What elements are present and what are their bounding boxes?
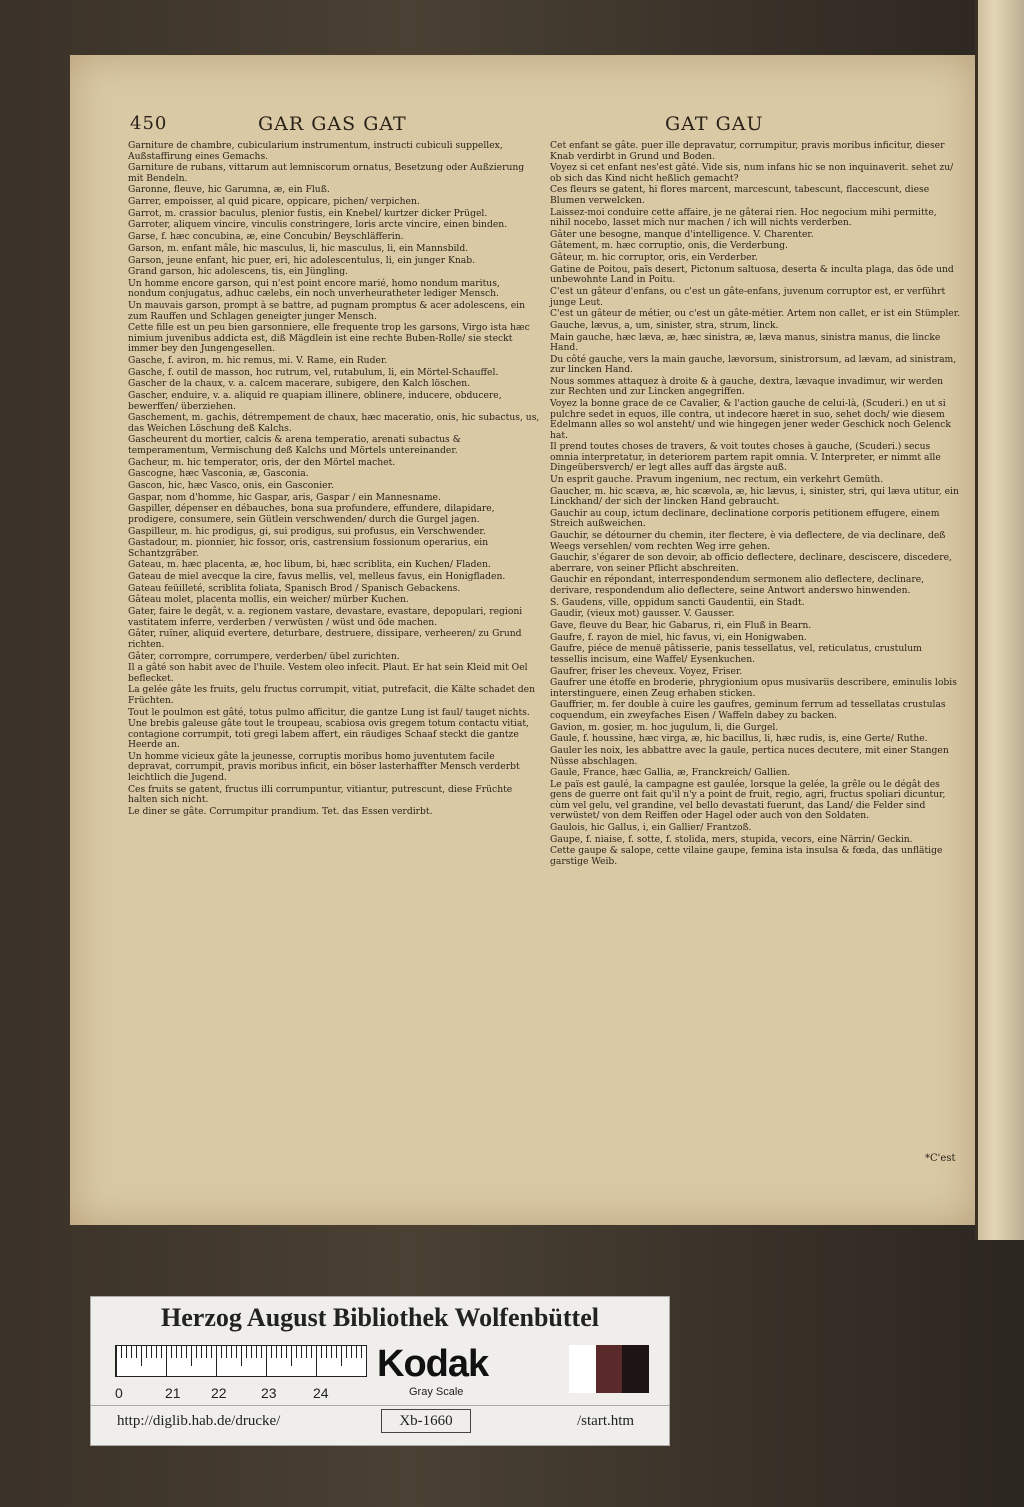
- scale-tick: [326, 1346, 327, 1358]
- scale-number: 22: [211, 1385, 227, 1401]
- scale-tick: [276, 1346, 277, 1358]
- scale-tick: [271, 1346, 272, 1358]
- dictionary-entry: Gavion, m. gosier, m. hoc jugulum, li, die Gurgel.: [550, 721, 779, 733]
- dictionary-entry: Cette fille est un peu bien garsonniere, elle frequente trop les garsons, Virgo ista hæc nimium juvenibus addicta est, diß Mägdlein ist eine rechte Buben-Rolle/ sie steckt immer bey den Jungengesellen.: [128, 322, 530, 355]
- left-column: [128, 141, 540, 819]
- scale-tick: [191, 1346, 192, 1366]
- dictionary-entry: Gateau de miel avecque la cire, favus mellis, vel, melleus favus, ein Honigfladen.: [128, 571, 506, 583]
- scale-tick: [341, 1346, 342, 1366]
- scale-tick: [181, 1346, 182, 1358]
- dictionary-entry: Cette gaupe & salope, cette vilaine gaupe, femina ista insulsa & fœda, das unflätige garstige Weib.: [550, 845, 943, 867]
- scale-tick: [176, 1346, 177, 1358]
- dictionary-entry: Nous sommes attaquez à droite & à gauche, dextra, lævaque invadimur, wir werden zur Rechten und zur Lincken angegriffen.: [550, 375, 944, 398]
- dictionary-entry: Ces fruits se gatent, fructus illi corrumpuntur, vitiantur, putrescunt, diese Früchte halten sich nicht.: [128, 783, 513, 806]
- scale-tick: [311, 1346, 312, 1358]
- page-number: 450: [130, 113, 168, 134]
- scale-tick: [156, 1346, 157, 1358]
- scale-tick: [201, 1346, 202, 1358]
- scale-tick: [171, 1346, 172, 1358]
- dictionary-entry: Gâter, ruïner, aliquid evertere, deturbare, destruere, dissipare, verheeren/ zu Grund richten.: [128, 628, 522, 650]
- left-running-head: GAR GAS GAT: [258, 113, 407, 135]
- scale-tick: [346, 1346, 347, 1358]
- dictionary-entry: Grand garson, hic adolescens, tis, ein Jüngling.: [128, 266, 349, 278]
- scale-tick: [301, 1346, 302, 1358]
- dictionary-entry: Ces fleurs se gatent, hi flores marcent, marcescunt, tabescunt, flaccescunt, diese Blumen verwelcken.: [550, 184, 930, 206]
- scale-tick: [166, 1346, 167, 1376]
- dictionary-entry: Gastadour, m. pionnier, hic fossor, oris, castrensium fossionum operarius, ein Schantzgräber.: [128, 537, 489, 559]
- dictionary-entry: Gaufrer une étoffe en broderie, phrygionium opus musivariis describere, eminulis lobis interstinguere, einen Zeug erhaben sticken.: [550, 677, 957, 699]
- scale-tick: [196, 1346, 197, 1358]
- dictionary-entry: Gaufre, piéce de menuë pâtisserie, panis tessellatus, vel, reticulatus, crustulum tessellis incisum, eine Waffel/ Eysenkuchen.: [550, 643, 922, 665]
- scale-tick: [361, 1346, 362, 1358]
- dictionary-entry: Du côté gauche, vers la main gauche, lævorsum, sinistrorsum, ad lævam, ad sinistram, zur lincken Hand.: [550, 353, 957, 376]
- dictionary-entry: La gelée gâte les fruits, gelu fructus corrumpit, vitiat, putrefacit, die Kälte schadet den Früchten.: [128, 684, 536, 706]
- dictionary-entry: Garse, f. hæc concubina, æ, eine Concubin/ Beyschläfferin.: [128, 231, 404, 243]
- dictionary-entry: Laissez-moi conduire cette affaire, je ne gâterai rien. Hoc negocium mihi permitte, nihil nocebo, lasset mich nur machen / ich will nichts verderben.: [550, 206, 937, 229]
- dictionary-entry: Garrer, empoisser, al quid picare, oppicare, pichen/ verpichen.: [128, 196, 420, 208]
- dictionary-entry: Gaupe, f. niaise, f. sotte, f. stolida, mers, stupida, vecors, eine Närrin/ Geckin.: [550, 833, 913, 845]
- scale-tick: [286, 1346, 287, 1358]
- dictionary-entry: Gauler les noix, les abbattre avec la gaule, pertica nuces decutere, mit einer Stangen Nüsse abschlagen.: [550, 745, 949, 767]
- scale-tick: [121, 1346, 122, 1358]
- right-running-head: GAT GAU: [665, 113, 764, 135]
- dictionary-entry: Gauchir, s'égarer de son devoir, ab officio deflectere, declinare, desciscere, discedere, aberrare, von seiner Pflicht abschreiten.: [550, 552, 952, 574]
- scale-tick: [356, 1346, 357, 1358]
- scale-tick: [291, 1346, 292, 1366]
- dictionary-entry: Main gauche, hæc læva, æ, hæc sinistra, æ, læva manus, sinistra manus, die lincke Hand.: [550, 331, 941, 354]
- gray-scale-label: Gray Scale: [409, 1386, 464, 1398]
- measurement-scale: [115, 1345, 367, 1377]
- scale-tick: [251, 1346, 252, 1358]
- dictionary-entry: Gauchir en répondant, interrespondendum sermonem alio deflectere, declinare, derivare, respondendum alio deflectere, seine Antwort anderswo hinwenden.: [550, 574, 925, 596]
- dictionary-entry: Une brebis galeuse gâte tout le troupeau, scabiosa ovis gregem totum contactu vitiat, contagione corrumpit, toti gregi labem affert, ein räudiges Schaaf steckt die gantze Heerde an.: [128, 718, 529, 751]
- scale-tick: [126, 1346, 127, 1358]
- dictionary-entry: Gauche, lævus, a, um, sinister, stra, strum, linck.: [550, 319, 779, 331]
- dictionary-entry: Gauchir, se détourner du chemin, iter flectere, è via deflectere, de via declinare, deß Weegs versehlen/ vom rechten Weg irre gehen.: [550, 530, 946, 552]
- dictionary-entry: Gâter une besogne, manque d'intelligence. V. Charenter.: [550, 228, 814, 240]
- facing-page-edge: [975, 0, 1024, 1240]
- scale-tick: [161, 1346, 162, 1358]
- dictionary-entry: Gascher de la chaux, v. a. calcem macerare, subigere, den Kalch löschen.: [128, 378, 471, 390]
- start-url: /start.htm: [577, 1413, 635, 1429]
- dictionary-entry: Gasche, f. aviron, m. hic remus, mi. V. Rame, ein Ruder.: [128, 354, 388, 366]
- dictionary-entry: C'est un gâteur d'enfans, ou c'est un gâte-enfans, juvenum corruptor est, er verführt junge Leut.: [550, 286, 946, 308]
- scale-tick: [131, 1346, 132, 1358]
- scale-tick: [231, 1346, 232, 1358]
- scale-tick: [306, 1346, 307, 1358]
- scale-tick: [186, 1346, 187, 1358]
- scale-tick: [351, 1346, 352, 1358]
- scale-number: 0: [115, 1385, 123, 1401]
- dictionary-entry: Gauchir au coup, ictum declinare, declinatione corporis petitionem effugere, einem Streich außweichen.: [550, 507, 940, 530]
- scale-tick: [216, 1346, 217, 1376]
- dictionary-entry: Gaucher, m. hic scæva, æ, hic scævola, æ, hic lævus, i, sinister, stri, qui læva utitur, ein Linckhand/ der sich der lincken Hand gebraucht.: [550, 485, 959, 508]
- dictionary-entry: Gascon, hic, hæc Vasco, onis, ein Gasconier.: [128, 479, 334, 491]
- library-url: http://diglib.hab.de/drucke/: [117, 1413, 281, 1429]
- scale-number: 23: [261, 1385, 277, 1401]
- dictionary-entry: Gascogne, hæc Vasconia, æ, Gasconia.: [128, 468, 309, 480]
- dictionary-entry: Le païs est gaulé, la campagne est gaulée, lorsque la gelée, la grêle ou le dégât des gens de guerre ont fait qu'il n'y a point de fruit, regio, agri, fructus spoliari dicuntur, cùm vel gelu, vel grandine, vel bello devastati fuerunt, das Land/ die Felder sind verwüstet/ von dem Reiffen oder Hagel oder auch von den Soldaten.: [550, 778, 946, 822]
- scale-tick: [116, 1346, 117, 1376]
- dictionary-entry: Gaschement, m. gachis, détrempement de chaux, hæc maceratio, onis, hic subactus, us, das Weichen Löschung deß Kalchs.: [128, 412, 540, 434]
- dictionary-entry: Gaule, France, hæc Gallia, æ, Franckreich/ Gallien.: [550, 767, 791, 779]
- dictionary-entry: Il prend toutes choses de travers, & voit toutes choses à gauche, (Scuderi.) secus omnia interpretatur, in deteriorem partem rapit omnia. V. Interpreter, er nimmt alle Dingeübersverch/ er legt alles auff das ärgste auß.: [550, 441, 941, 474]
- dictionary-entry: C'est un gâteur de métier, ou c'est un gâte-métier. Artem non callet, er ist ein Stümpler.: [550, 308, 961, 320]
- swatch: [569, 1345, 596, 1393]
- dictionary-entry: Garrot, m. crassior baculus, plenior fustis, ein Knebel/ kurtzer dicker Prügel.: [128, 207, 488, 219]
- dictionary-page: [70, 55, 975, 1225]
- dictionary-entry: Gâteur, m. hic corruptor, oris, ein Verderber.: [550, 252, 758, 264]
- dictionary-entry: Gaulois, hic Gallus, i, ein Gallier/ Frantzoß.: [550, 822, 752, 834]
- scale-tick: [211, 1346, 212, 1358]
- right-column: [550, 141, 960, 869]
- dictionary-entry: Gater, faire le degât, v. a. regionem vastare, devastare, evastare, depopulari, regioni vastitatem inferre, verderben / verwüsten / wüst und öde machen.: [128, 606, 523, 628]
- dictionary-entry: Gaudir, (vieux mot) gausser. V. Gausser.: [550, 608, 735, 620]
- dictionary-entry: Il a gâté son habit avec de l'huile. Vestem oleo infecit. Plaut. Er hat sein Kleid mit Oel beflecket.: [128, 662, 528, 684]
- scale-tick: [256, 1346, 257, 1358]
- dictionary-entry: Garroter, aliquem vincire, vinculis constringere, loris arcte vincire, einen binden.: [128, 219, 508, 231]
- dictionary-entry: Gatine de Poitou, païs desert, Pictonum saltuosa, deserta & inculta plaga, das öde und unbewohnte Land in Poitu.: [550, 263, 954, 286]
- dictionary-entry: Garonne, fleuve, hic Garumna, æ, ein Fluß.: [128, 184, 330, 196]
- scale-tick: [146, 1346, 147, 1358]
- scale-tick: [221, 1346, 222, 1358]
- scale-tick: [151, 1346, 152, 1358]
- dictionary-entry: Garson, m. enfant mâle, hic masculus, li, hic masculus, li, ein Mannsbild.: [128, 242, 469, 254]
- scale-tick: [321, 1346, 322, 1358]
- scale-tick: [226, 1346, 227, 1358]
- dictionary-entry: Gaule, f. houssine, hæc virga, æ, hic bacillus, li, hæc rudis, is, eine Gerte/ Ruthe.: [550, 733, 928, 745]
- dictionary-entry: Garniture de rubans, vittarum aut lemniscorum ornatus, Besetzung oder Außzierung mit Bendeln.: [128, 162, 525, 184]
- dictionary-entry: Gacheur, m. hic temperator, oris, der den Mörtel machet.: [128, 456, 396, 468]
- dictionary-entry: Gâteau molet, placenta mollis, ein weicher/ mürber Kuchen.: [128, 594, 409, 606]
- dictionary-entry: Gauffrier, m. fer double à cuire les gaufres, geminum ferrum ad tessellatas crustulas coquendum, ein zweyfaches Eisen / Waffeln dabey zu backen.: [550, 699, 946, 721]
- dictionary-entry: Voyez si cet enfant nes'est gâté. Vide sis, num infans hic se non inquinaverit. sehet zu/ ob sich das Kind nicht heßlich gemacht?: [550, 162, 954, 184]
- gray-swatches: [569, 1345, 649, 1393]
- kodak-logo: Kodak: [377, 1343, 489, 1385]
- dictionary-entry: Gascheurent du mortier, calcis & arena temperatio, arenati subactus & temperamentum, Vermischung deß Kalchs und Mörtels untereinander.: [128, 434, 461, 456]
- dictionary-entry: Garniture de chambre, cubicularium instrumentum, instructi cubiculi suppellex, Außstaffirung eines Gemachs.: [128, 140, 503, 162]
- scale-tick: [136, 1346, 137, 1358]
- dictionary-entry: Gâtement, m. hæc corruptio, onis, die Verderbung.: [550, 240, 788, 252]
- scale-tick: [241, 1346, 242, 1366]
- dictionary-entry: Un homme vicieux gâte la jeunesse, corruptis moribus homo juventutem facile depravat, corrumpit, pravis moribus inficit, ein böser lasterhaffter Mensch verderbt leichtlich die Jugend.: [128, 750, 520, 783]
- dictionary-entry: Gaufrer, friser les cheveux. Voyez, Friser.: [550, 665, 743, 677]
- shelfmark: Xb-1660: [381, 1409, 471, 1433]
- swatch: [622, 1345, 649, 1393]
- dictionary-entry: Gateau feüilleté, scriblita foliata, Spanisch Brod / Spanisch Gebackens.: [128, 582, 461, 594]
- dictionary-entry: Cet enfant se gâte. puer ille depravatur, corrumpitur, pravis moribus inficitur, dieser Knab verdirbt in Grund und Boden.: [550, 140, 945, 162]
- scale-tick: [281, 1346, 282, 1358]
- swatch: [596, 1345, 623, 1393]
- scale-tick: [236, 1346, 237, 1358]
- dictionary-entry: Garson, jeune enfant, hic puer, eri, hic adolescentulus, li, ein junger Knab.: [128, 254, 476, 266]
- library-title: Herzog August Bibliothek Wolfenbüttel: [161, 1303, 599, 1332]
- book-spine: [975, 0, 978, 1240]
- dictionary-entry: Gaufre, f. rayon de miel, hic favus, vi, ein Honigwaben.: [550, 631, 807, 643]
- dictionary-entry: Tout le poulmon est gâté, totus pulmo afficitur, die gantze Lung ist faul/ tauget nichts.: [128, 706, 530, 718]
- scale-tick: [331, 1346, 332, 1358]
- dictionary-entry: Voyez la bonne grace de ce Cavalier, & l'action gauche de celui-là, (Scuderi.) en ut si pulchre sedet in equos, ille contra, ut indecore hæret in suo, sehet doch/ wie diesem Edelmann alles so wol ansteht/ und wie hingegen jener weder Geschick noch Gelenck hat.: [550, 398, 951, 441]
- dictionary-entry: Gaspilleur, m. hic prodigus, gi, sui prodigus, sui profusus, ein Verschwender.: [128, 525, 486, 537]
- scale-tick: [336, 1346, 337, 1358]
- scale-tick: [206, 1346, 207, 1358]
- dictionary-entry: Gasche, f. outil de masson, hoc rutrum, vel, rutabulum, li, ein Mörtel-Schauffel.: [128, 366, 499, 378]
- dictionary-entry: Un homme encore garson, qui n'est point encore marié, homo nondum maritus, nondum conjugatus, adhuc cælebs, ein noch unverheuratheter lediger Mensch.: [128, 277, 500, 300]
- scale-tick: [261, 1346, 262, 1358]
- scale-tick: [296, 1346, 297, 1358]
- scale-number: 21: [165, 1385, 181, 1401]
- kodak-color-card: [90, 1296, 670, 1446]
- dictionary-entry: Le diner se gâte. Corrumpitur prandium. Tet. das Essen verdirbt.: [128, 805, 433, 817]
- scale-tick: [316, 1346, 317, 1376]
- dictionary-entry: Gascher, enduire, v. a. aliquid re quapiam illinere, oblinere, inducere, obducere, bewerffen/ überziehen.: [128, 390, 502, 412]
- dictionary-entry: S. Gaudens, ville, oppidum sancti Gaudentii, ein Stadt.: [550, 596, 805, 608]
- dictionary-entry: Un esprit gauche. Pravum ingenium, nec rectum, ein verkehrt Gemüth.: [550, 474, 884, 485]
- scale-tick: [246, 1346, 247, 1358]
- dictionary-entry: Gaspiller, dépenser en débauches, bona sua profundere, effundere, dilapidare, prodigere, consumere, sein Gütlein verschwenden/ durch die Gurgel jagen.: [128, 503, 495, 525]
- dictionary-entry: Gâter, corrompre, corrumpere, verderben/ übel zurichten.: [128, 650, 400, 662]
- dictionary-entry: Gateau, m. hæc placenta, æ, hoc libum, bi, hæc scriblita, ein Kuchen/ Fladen.: [128, 559, 491, 571]
- scale-tick: [141, 1346, 142, 1366]
- dictionary-entry: Gaspar, nom d'homme, hic Gaspar, aris, Gaspar / ein Mannesname.: [128, 491, 441, 503]
- dictionary-entry: Un mauvais garson, prompt à se battre, ad pugnam promptus & acer adolescens, ein zum Rauffen und Schlagen geneigter junger Mensch.: [128, 300, 526, 322]
- catchword: *C'est: [925, 1153, 956, 1164]
- scale-tick: [266, 1346, 267, 1376]
- scale-number: 24: [313, 1385, 329, 1401]
- dictionary-entry: Gave, fleuve du Bear, hic Gabarus, ri, ein Fluß in Bearn.: [550, 620, 812, 631]
